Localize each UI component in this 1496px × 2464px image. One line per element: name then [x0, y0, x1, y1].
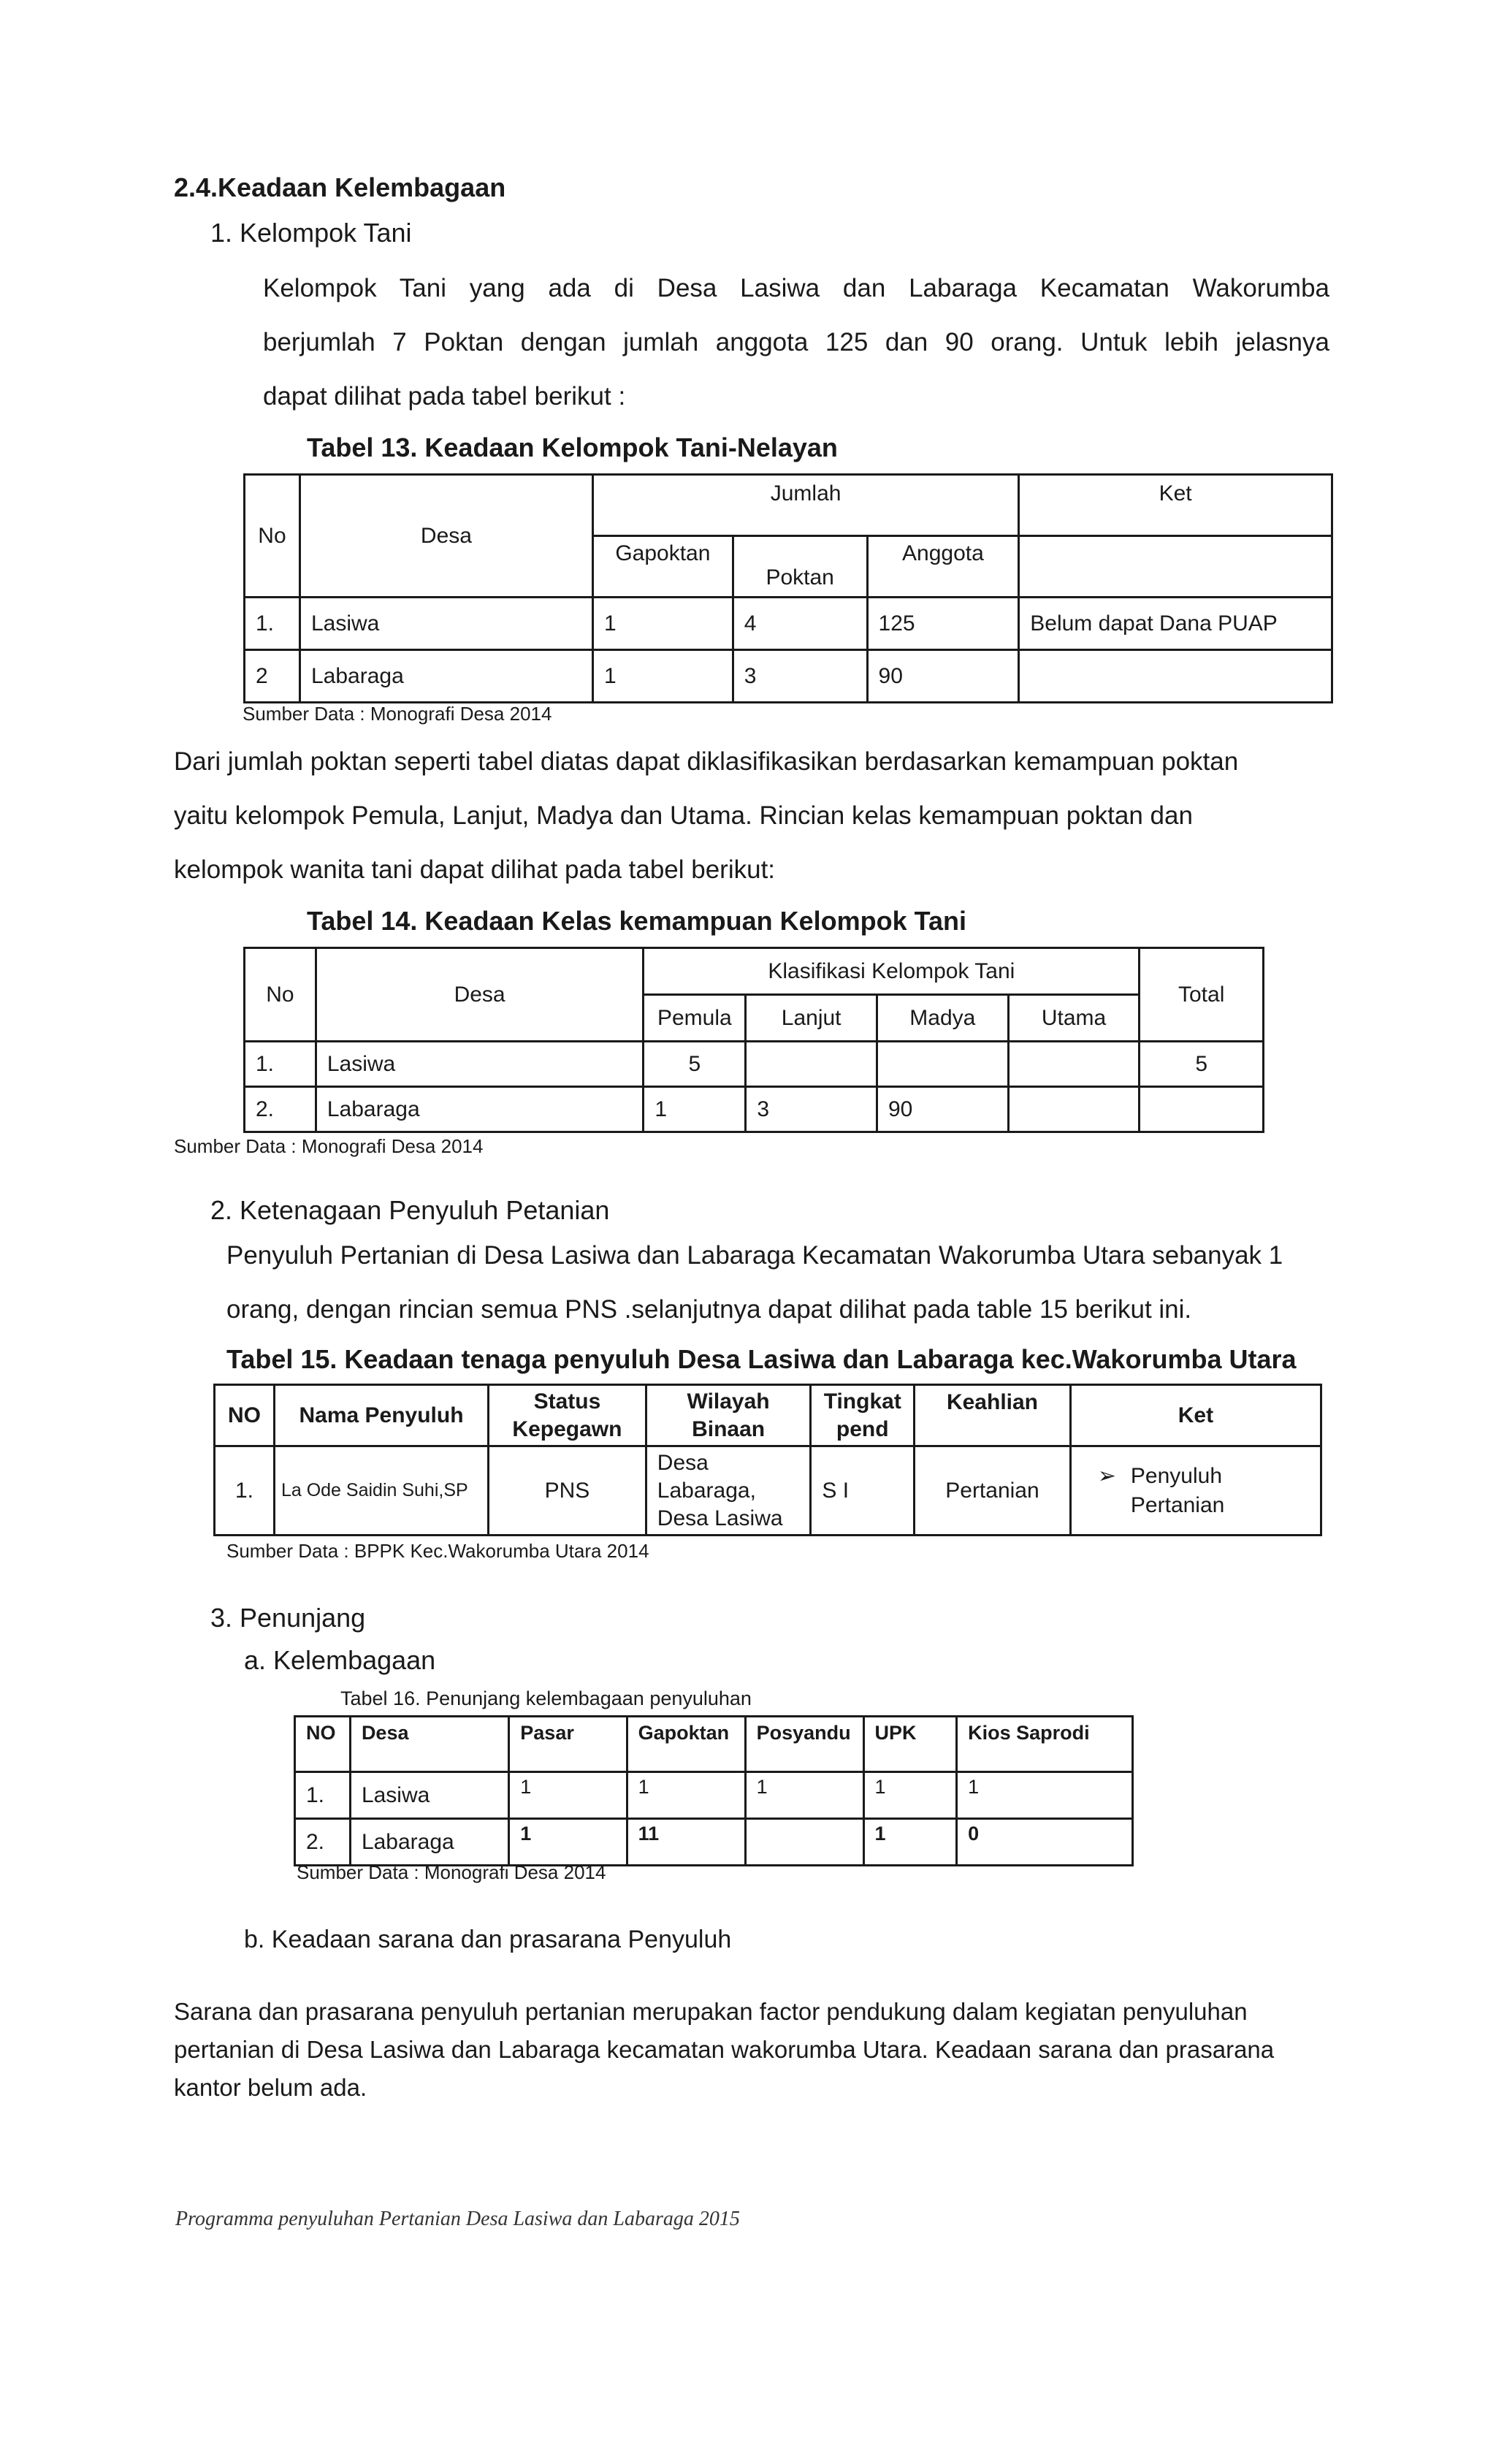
wilayah-line: Desa Lasiwa — [657, 1506, 783, 1530]
table13-header-anggota: Anggota — [867, 536, 1019, 598]
table15-header-nama: Nama Penyuluh — [274, 1385, 488, 1446]
table14-header-madya: Madya — [877, 995, 1008, 1042]
cell-ket — [1070, 1446, 1321, 1536]
table14 — [243, 947, 1264, 1133]
item-heading-penyuluh: 2. Ketenagaan Penyuluh Petanian — [210, 1195, 610, 1225]
item-heading-kelompok-tani: 1. Kelompok Tani — [210, 218, 412, 248]
cell: 1 — [644, 1087, 746, 1132]
cell: 1 — [627, 1772, 745, 1819]
cell: 1 — [509, 1819, 627, 1866]
cell: Lasiwa — [316, 1042, 644, 1087]
table15-header-no: NO — [215, 1385, 275, 1446]
table-row — [245, 598, 1332, 650]
wilayah-line: Desa — [657, 1450, 709, 1475]
cell: 1. — [245, 1042, 316, 1087]
table15 — [213, 1384, 1322, 1536]
cell: Labaraga — [350, 1819, 508, 1866]
table16-header: Desa — [350, 1717, 508, 1772]
header-line: Status — [533, 1389, 601, 1414]
table-row — [295, 1819, 1133, 1866]
paragraph-line: kelompok wanita tani dapat dilihat pada tabel berikut: — [174, 855, 776, 884]
table13-header-desa: Desa — [299, 475, 592, 598]
header-line: Kepegawn — [512, 1416, 622, 1441]
table13-header-empty — [1019, 536, 1332, 598]
cell: 1 — [509, 1772, 627, 1819]
paragraph-line: yaitu kelompok Pemula, Lanjut, Madya dan Utama. Rincian kelas kemampuan poktan dan — [174, 801, 1193, 830]
table13-source: Sumber Data : Monografi Desa 2014 — [243, 703, 552, 725]
table16 — [294, 1715, 1134, 1866]
table15-header-keahlian: Keahlian — [915, 1385, 1071, 1446]
cell: PNS — [489, 1446, 646, 1536]
cell: 1 — [863, 1819, 957, 1866]
table-row — [295, 1772, 1133, 1819]
table16-caption: Tabel 16. Penunjang kelembagaan penyuluhan — [340, 1687, 752, 1709]
header-line: Wilayah — [687, 1389, 770, 1414]
cell — [1008, 1042, 1140, 1087]
table16-header: NO — [295, 1717, 351, 1772]
cell: 2 — [245, 650, 300, 703]
table13-header-jumlah: Jumlah — [592, 475, 1018, 536]
cell: 1. — [295, 1772, 351, 1819]
cell: 125 — [867, 598, 1019, 650]
table15-header-tingkat — [811, 1385, 915, 1446]
table13-header-gapoktan: Gapoktan — [592, 536, 733, 598]
table14-header-utama: Utama — [1008, 995, 1140, 1042]
cell: 11 — [627, 1819, 745, 1866]
table16-header: Kios Saprodi — [957, 1717, 1133, 1772]
table-row — [215, 1446, 1321, 1536]
cell: 1 — [592, 650, 733, 703]
table14-header-desa: Desa — [316, 948, 644, 1042]
cell: Belum dapat Dana PUAP — [1019, 598, 1332, 650]
cell: 1 — [863, 1772, 957, 1819]
table13 — [243, 473, 1333, 703]
table14-header-total: Total — [1140, 948, 1264, 1042]
cell: Pertanian — [915, 1446, 1071, 1536]
paragraph-line: Sarana dan prasarana penyuluh pertanian merupakan factor pendukung dalam kegiatan penyuluhan — [174, 1998, 1248, 2025]
sub-heading-sarana: b. Keadaan sarana dan prasarana Penyuluh — [244, 1926, 732, 1953]
cell: S I — [811, 1446, 915, 1536]
page-footer: Programma penyuluhan Pertanian Desa Lasiwa dan Labaraga 2015 — [175, 2208, 740, 2230]
table14-header-no: No — [245, 948, 316, 1042]
cell: 1. — [245, 598, 300, 650]
cell: 90 — [867, 650, 1019, 703]
table16-source: Sumber Data : Monografi Desa 2014 — [297, 1861, 606, 1883]
table14-source: Sumber Data : Monografi Desa 2014 — [174, 1135, 484, 1157]
cell — [745, 1819, 863, 1866]
paragraph-line: kantor belum ada. — [174, 2074, 367, 2101]
table14-header-klasifikasi: Klasifikasi Kelompok Tani — [644, 948, 1140, 995]
sub-heading-kelembagaan: a. Kelembagaan — [244, 1645, 436, 1675]
cell: Lasiwa — [350, 1772, 508, 1819]
cell: 1 — [957, 1772, 1133, 1819]
cell: 0 — [957, 1819, 1133, 1866]
cell: Labaraga — [316, 1087, 644, 1132]
paragraph-line: berjumlah 7 Poktan dengan jumlah anggota 125 dan 90 orang. Untuk lebih jelasnya — [263, 328, 1329, 356]
arrow-bullet-icon: ➢ — [1097, 1463, 1116, 1488]
header-line: Tingkat — [823, 1389, 901, 1414]
cell: 2. — [245, 1087, 316, 1132]
header-line: pend — [836, 1416, 889, 1441]
paragraph-line: dapat dilihat pada tabel berikut : — [263, 382, 626, 411]
section-title: 2.4.Keadaan Kelembagaan — [174, 172, 506, 202]
table-row — [245, 1087, 1264, 1132]
cell: 1 — [745, 1772, 863, 1819]
cell — [1140, 1087, 1264, 1132]
table14-header-pemula: Pemula — [644, 995, 746, 1042]
ket-line: Penyuluh — [1130, 1463, 1223, 1488]
cell: 5 — [644, 1042, 746, 1087]
paragraph-line: orang, dengan rincian semua PNS .selanjutnya dapat dilihat pada table 15 berikut ini. — [226, 1295, 1192, 1324]
cell: 5 — [1140, 1042, 1264, 1087]
table16-header: Posyandu — [745, 1717, 863, 1772]
item-heading-penunjang: 3. Penunjang — [210, 1603, 366, 1633]
cell: 1. — [215, 1446, 275, 1536]
cell: 4 — [733, 598, 867, 650]
closing-paragraph — [174, 1993, 1274, 2107]
cell: 90 — [877, 1087, 1008, 1132]
table-row — [245, 1042, 1264, 1087]
table14-header-lanjut: Lanjut — [746, 995, 877, 1042]
cell — [746, 1042, 877, 1087]
table-row — [245, 650, 1332, 703]
cell: 1 — [592, 598, 733, 650]
cell: 2. — [295, 1819, 351, 1866]
table13-header-no: No — [245, 475, 300, 598]
table15-header-wilayah — [646, 1385, 811, 1446]
table16-header: Pasar — [509, 1717, 627, 1772]
cell — [1008, 1087, 1140, 1132]
table15-header-status — [489, 1385, 646, 1446]
wilayah-line: Labaraga, — [657, 1478, 756, 1503]
table13-header-ket: Ket — [1019, 475, 1332, 536]
table15-source: Sumber Data : BPPK Kec.Wakorumba Utara 2014 — [226, 1540, 649, 1562]
table16-header: UPK — [863, 1717, 957, 1772]
cell: Lasiwa — [299, 598, 592, 650]
cell: 3 — [746, 1087, 877, 1132]
table13-header-poktan: Poktan — [733, 536, 867, 598]
table14-caption: Tabel 14. Keadaan Kelas kemampuan Kelompok Tani — [307, 906, 966, 936]
ket-line: Pertanian — [1130, 1492, 1225, 1517]
cell — [1019, 650, 1332, 703]
cell: 3 — [733, 650, 867, 703]
paragraph-line: Penyuluh Pertanian di Desa Lasiwa dan Labaraga Kecamatan Wakorumba Utara sebanyak 1 — [226, 1241, 1283, 1270]
table13-caption: Tabel 13. Keadaan Kelompok Tani-Nelayan — [307, 432, 838, 462]
header-line: Binaan — [692, 1416, 766, 1441]
table16-header: Gapoktan — [627, 1717, 745, 1772]
paragraph-line: Dari jumlah poktan seperti tabel diatas dapat diklasifikasikan berdasarkan kemampuan poktan — [174, 747, 1239, 776]
cell — [877, 1042, 1008, 1087]
table15-header-ket: Ket — [1070, 1385, 1321, 1446]
cell-wilayah — [646, 1446, 811, 1536]
table15-caption: Tabel 15. Keadaan tenaga penyuluh Desa Lasiwa dan Labaraga kec.Wakorumba Utara — [226, 1344, 1297, 1374]
cell: La Ode Saidin Suhi,SP — [274, 1446, 488, 1536]
paragraph-line: Kelompok Tani yang ada di Desa Lasiwa dan Labaraga Kecamatan Wakorumba — [263, 274, 1329, 302]
paragraph-line: pertanian di Desa Lasiwa dan Labaraga kecamatan wakorumba Utara. Keadaan sarana dan prasarana — [174, 2036, 1275, 2063]
cell: Labaraga — [299, 650, 592, 703]
